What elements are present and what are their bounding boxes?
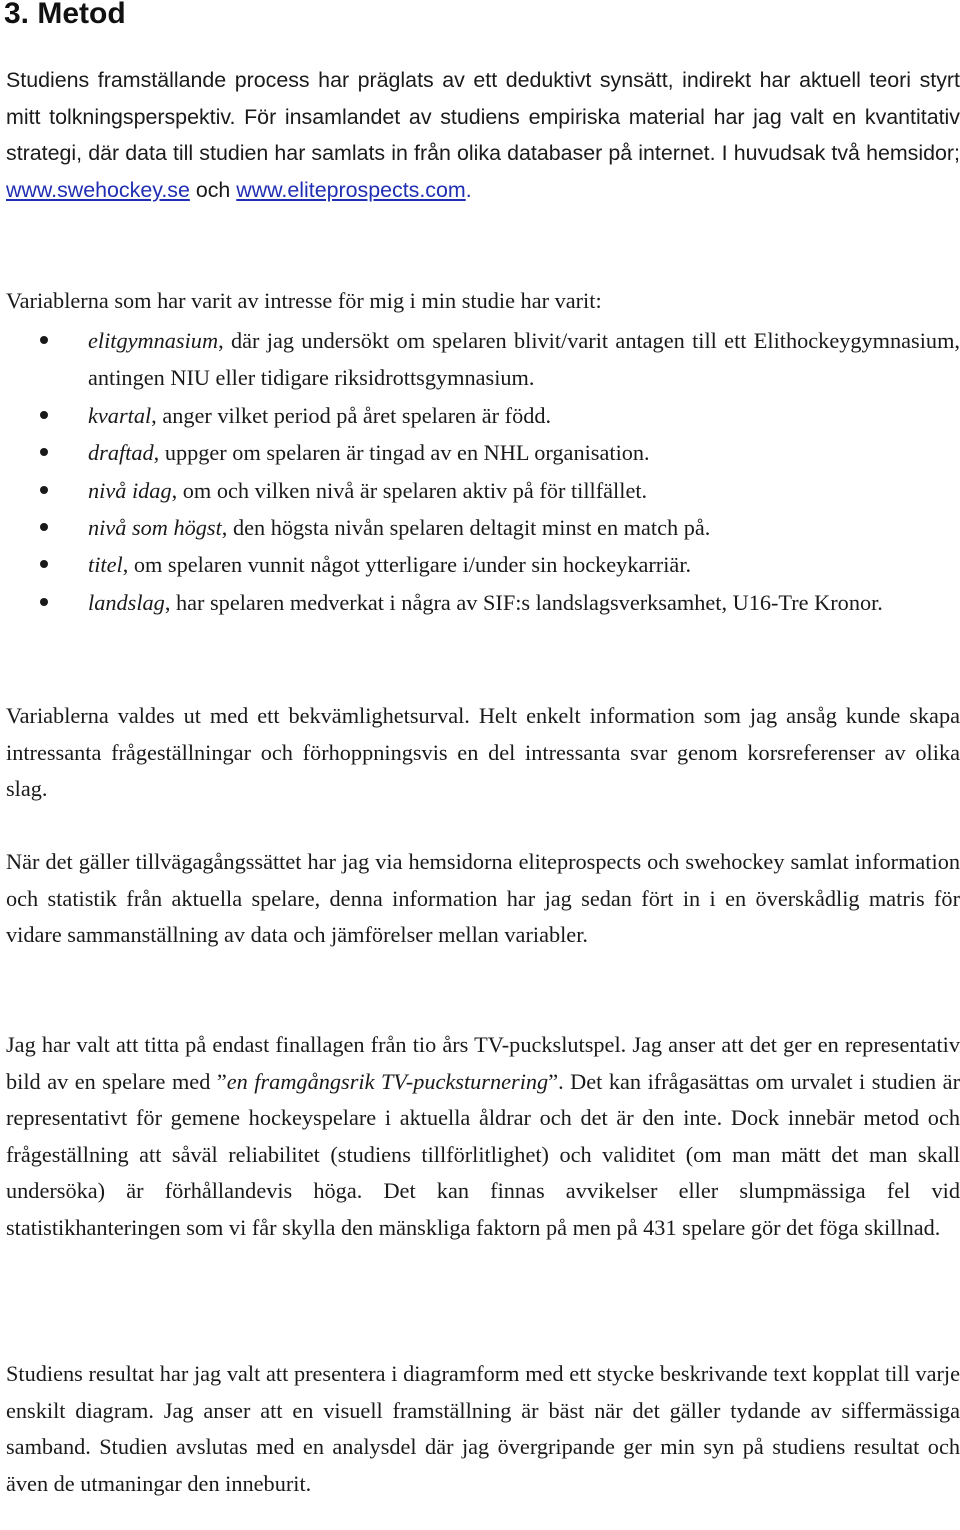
list-item [0, 397, 960, 434]
variables-list [0, 322, 960, 621]
bullet-icon [40, 486, 48, 494]
variable-term: nivå idag [88, 477, 172, 503]
bullet-icon [40, 411, 48, 419]
bullet-icon [40, 598, 48, 606]
variable-description: , den högsta nivån spelaren deltagit minst en match på. [221, 515, 711, 541]
list-item [0, 434, 960, 471]
sample-text-end: ”. Det kan ifrågasättas om urvalet i studien är representativt för gemene hockeyspelare i aktuella åldrar och det är den inte. Dock innebär metod och frågeställning att såväl reliabilitet (studiens tillförlitlighet) och validitet (om man mätt det man skall undersöka) är förhållandevis höga. Det kan finnas avvikelser eller slumpmässiga fel vid statistikhanteringen som vi får skylla den mänskliga faktorn på men på 431 spelare gör det föga skillnad. [6, 1068, 960, 1240]
eliteprospects-link[interactable]: www.eliteprospects.com [236, 177, 466, 202]
intro-text: Studiens framställande process har präglats av ett deduktivt synsätt, indirekt har aktuell teori styrt mitt tolkningsperspektiv. För insamlandet av studiens empiriska material har jag valt en kvantitativ strategi, där data till studien har samlats in från olika databaser på internet. I huvudsak två hemsidor; [6, 68, 960, 166]
intro-paragraph [6, 62, 960, 208]
sample-emphasis: en framgångsrik TV-pucksturnering [226, 1068, 549, 1094]
variable-description: , om och vilken nivå är spelaren aktiv på för tillfället. [171, 477, 648, 503]
list-item [0, 509, 960, 546]
variable-description: , om spelaren vunnit något ytterligare i/under sin hockeykarriär. [122, 552, 692, 578]
variable-term: titel [88, 552, 123, 578]
list-item [0, 472, 960, 509]
list-item [0, 322, 960, 397]
variable-term: landslag [88, 589, 165, 615]
bullet-icon [40, 523, 48, 531]
variable-term: nivå som högst [88, 515, 222, 541]
sample-paragraph [6, 1027, 960, 1247]
variable-description: , där jag undersökt om spelaren blivit/varit antagen till ett Elithockeygymnasium, antingen NIU eller tidigare riksidrottsgymnasium. [88, 328, 960, 391]
results-paragraph: Studiens resultat har jag valt att presentera i diagramform med ett stycke beskrivande text kopplat till varje enskilt diagram. Jag anser att en visuell framställning är bäst när det gäller tydande av siffermässiga samband. Studien avslutas med en analysdel där jag övergripande ger min syn på studiens resultat och även de utmaningar den inneburit. [6, 1361, 960, 1496]
variable-description: , anger vilket period på året spelaren är född. [151, 402, 552, 428]
variable-term: kvartal [88, 402, 152, 428]
intro-between: och [189, 177, 237, 202]
section-heading: 3. Metod [4, 0, 126, 30]
variable-description: , har spelaren medverkat i några av SIF:s landslagsverksamhet, U16-Tre Kronor. [164, 589, 883, 615]
variable-term: draftad [88, 440, 154, 466]
list-item [0, 546, 960, 583]
selection-paragraph: Variablerna valdes ut med ett bekvämlighetsurval. Helt enkelt information som jag ansåg kunde skapa intressanta frågeställningar och förhoppningsvis en del intressanta svar genom korsreferenser av olika slag. [6, 703, 960, 802]
bullet-icon [40, 560, 48, 568]
variable-description: , uppger om spelaren är tingad av en NHL organisation. [153, 440, 650, 466]
list-item [0, 584, 960, 621]
variables-lead: Variablerna som har varit av intresse för mig i min studie har varit: [6, 288, 602, 313]
bullet-icon [40, 448, 48, 456]
procedure-paragraph: När det gäller tillvägagångssättet har jag via hemsidorna eliteprospects och swehockey samlat information och statistik från aktuella spelare, denna information har jag sedan fört in i en överskådlig matris för vidare sammanställning av data och jämförelser mellan variabler. [6, 849, 960, 948]
variable-term: elitgymnasium [88, 328, 219, 353]
sample-text-start: Jag har valt att titta på endast finallagen från tio års TV-puckslutspel. Jag anser att det ger en representativ bild av en spelare med ” [6, 1032, 960, 1094]
swehockey-link[interactable]: www.swehockey.se [6, 177, 190, 202]
intro-end: . [465, 177, 472, 202]
bullet-icon [40, 336, 48, 344]
